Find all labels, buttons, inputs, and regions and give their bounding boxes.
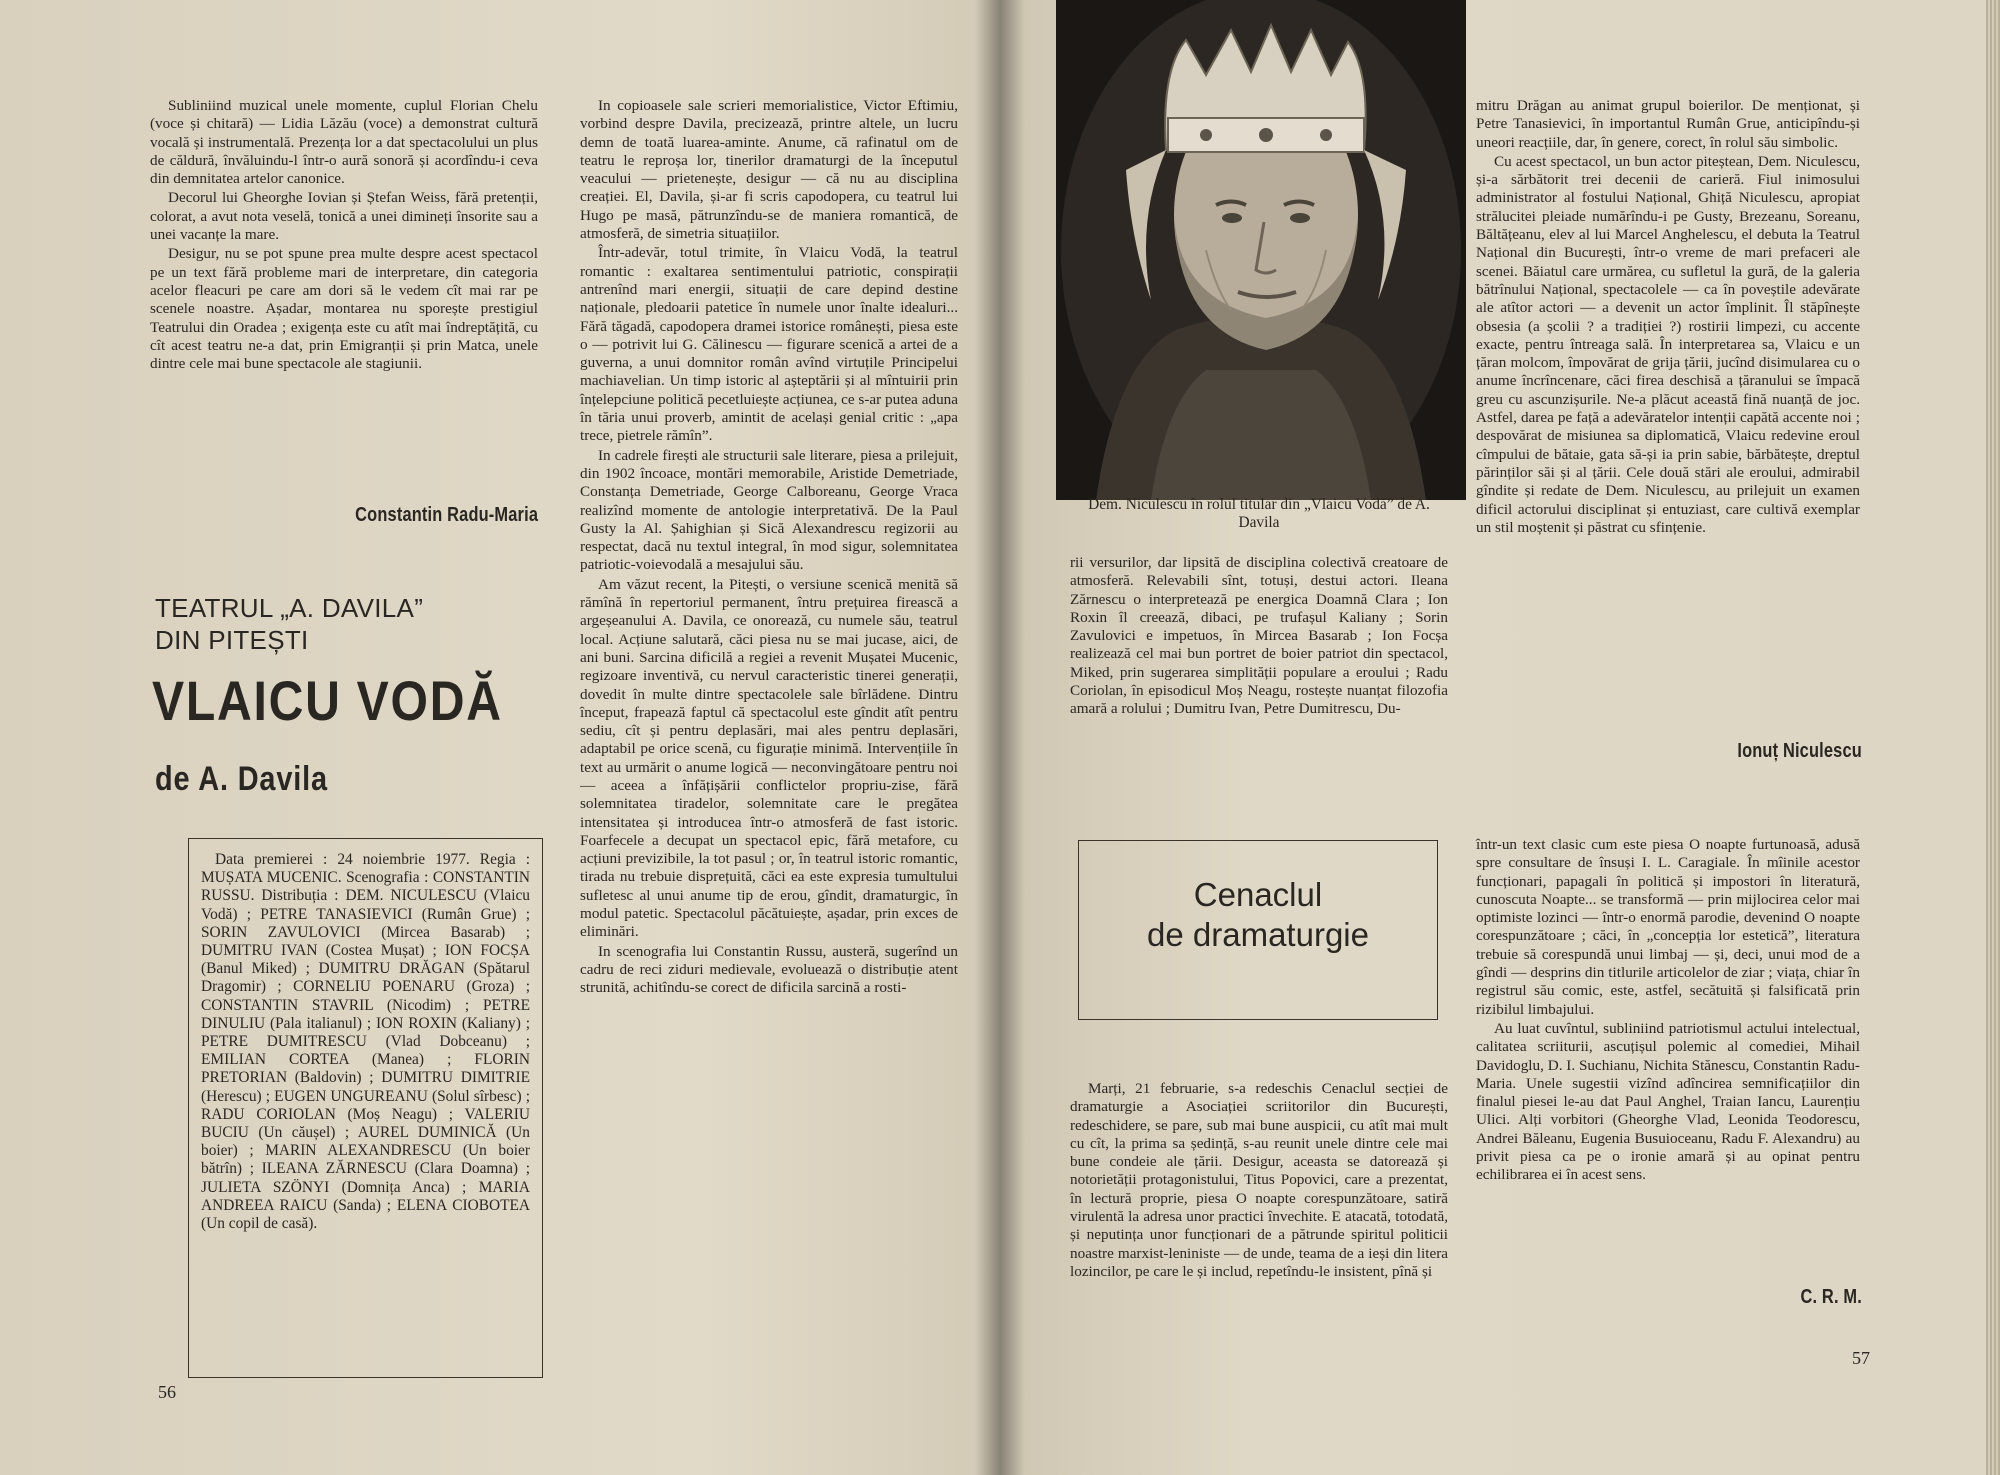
- right-page: [1000, 0, 2000, 1475]
- page-number: 56: [158, 1382, 176, 1402]
- article-column: [580, 97, 958, 999]
- credits-paragraph: Data premierei : 24 noiembrie 1977. Regia : MUȘATA MUCENIC. Scenografia : CONSTANTIN RUSSU. Distribuția : DEM. NICULESCU (Vlaicu Vodă) ; PETRE TANASIEVICI (Rumân Grue) ; SORIN ZAVULOVICI (Mircea Basarab) ; DUMITRU IVAN (Costea Mușat) ; ION FOCȘA (Banul Miked) ; DUMITRU DRĂGAN (Spătarul Dragomir) ; CORNELIU POENARU (Groza) ; CONSTANTIN STAVRIL (Nicodim) ; PETRE DINULIU (Pala italianul) ; ION ROXIN (Kaliany) ; PETRE DUMITRESCU (Vlad Dobceanu) ; EMILIAN CORTEA (Manea) ; FLORIN PRETORIAN (Baldovin) ; DUMITRU DIMITRIE (Herescu) ; EUGEN UNGUREANU (Solul sîrbesc) ; RADU CORIOLAN (Moș Neagu) ; VALERIU BUCIU (Un căușel) ; AUREL DUMINICĂ (Un boier) ; MARIN ALEXANDRESCU (Un boier bătrîn) ; ILEANA ZĂRNESCU (Clara Doamna) ; JULIETA SZÖNYI (Domnița Anca) ; MARIA ANDREEA RAICU (Sanda) ; ELENA CIOBOTEA (Un copil de casă).: [201, 851, 530, 1233]
- article-paragraph: In cadrele firești ale structurii sale literare, piesa a prilejuit, din 1902 încoace, montări memorabile, Aristide Demetriade, Constanța Demetriade, George Calboreanu, George Vraca realizînd momente de antologie interpretativă. De la Paul Gusty la Al. Șahighian și Sică Alexandrescu regizorii au respectat, dacă nu textul integral, în mod sigur, solemnitatea patriotic-voievodală a mesajului său.: [580, 446, 958, 574]
- cenaclu-column-1: [1070, 1080, 1448, 1282]
- review-signature: Constantin Radu-Maria: [355, 504, 538, 526]
- cenaclu-paragraph: Au luat cuvîntul, subliniind patriotismul actului intelectual, calitatea scriiturii, ascuțișul polemic al comediei, Mihail Davidoglu, D. I. Suchianu, Nichita Stănescu, Constantin Radu-Maria. Unele sugestii vizînd adîncirea semnificațiilor din finalul piesei le-au dat Paul Anghel, Traian Iancu, Laurențiu Ulici. Alți vorbitori (Gheorghe Vlad, Leonida Teodorescu, Andrei Băleanu, Eugenia Busuioceanu, Radu F. Alexandru) au privit piesa ca pe o ironie amară și au opinat pentru echilibrarea ei în acest sens.: [1476, 1019, 1860, 1184]
- review-continuation: [150, 97, 538, 374]
- page-edge: [1986, 0, 2000, 1475]
- article-paragraph: rii versurilor, dar lipsită de disciplina colectivă creatoare de atmosferă. Relevabili sînt, totuși, destui actori. Ileana Zărnescu o interpretează pe energica Doamnă Clara ; Ion Roxin îl creează, dibaci, pe trufașul Kaliany ; Sorin Zavulovici e impetuos, în Mircea Basarab ; Ion Focșa realizează cel mai bun portret de boier patriot din spectacol, Miked, prin sugerarea simplității populare a eroului ; Radu Coriolan, în episodicul Moș Neagu, rostește nuanțat filozofia amară a rolului ; Dumitru Ivan, Petre Dumitrescu, Du-: [1070, 554, 1448, 718]
- review-paragraph: Desigur, nu se pot spune prea multe despre acest spectacol pe un text fără probleme mari de interpretare, din categoria acelor fleacuri pe care am dori să le vedem cît mai rar pe scenele noastre. Așadar, montarea nu sporește prestigiul Teatrului din Oradea ; exigența este cu atît mai îndreptățită, cu cît acest teatru ne-a dat, prin Emigranții și prin Matca, unele dintre cele mai bune spectacole ale stagiunii.: [150, 245, 538, 373]
- review-paragraph: Decorul lui Gheorghe Iovian și Ștefan Weiss, fără pretenții, colorat, a avut nota veselă, tonică a unei dimineți însorite sau a unei vacanțe la mare.: [150, 189, 538, 244]
- photo-caption: Dem. Niculescu în rolul titular din „Vlaicu Vodă” de A. Davila: [1088, 496, 1430, 531]
- article-column-right: [1476, 97, 1860, 538]
- theatre-name: TEATRUL „A. DAVILA”: [155, 593, 424, 623]
- article-paragraph: Cu acest spectacol, un bun actor piteștean, Dem. Niculescu, și-a sărbătorit trei decenii de carieră. Fiul inimosului administrator al fostului Național, Ghiță Niculescu, apropiat strălucitei pleiade numărîndu-i pe Gusty, Brezeanu, Soreanu, Băltățeanu, elev al lui Marcel Anghelescu, el debuta la Teatrul Național din București, într-o vreme de mari prefaceri ale scenei. Băiatul care urmărea, cu sufletul la gură, de la galeria bătrînului Național, spectacolele — ca în poveștile adevărate ale atîtor actori — a devenit un actor împlinit. Îl stăpînește obsesia (a școlii ? a tradiției ?) rostirii limpezi, cu accente exacte, pentru întreaga sală. În interpretarea sa, Vlaicu e un țăran molcom, împovărat de grija țării, jucînd disimularea cu o anume încrîncenare, căci firea deschisă a țăranului se împacă greu cu ascunzișurile. Ne-a plăcut această fină nuanță de joc. Astfel, darea pe față a adevăratelor intenții capătă accente noi ; despovărat de misiunea sa diplomatică, Vlaicu redevine eroul cîmpului de bătaie, gata să-și ia prin sabie, bărbătește, dreptul părinților săi și al țării. Cele două stări ale eroului, admirabil gîndite și redate de Dem. Niculescu, au prilejuit un examen dificil actorului disciplinat și entuziast, care cultivă exemplar un stil moștenit și păstrat cu sfințenie.: [1476, 152, 1860, 536]
- cenaclu-title-line: Cenaclul: [1193, 876, 1323, 913]
- article-paragraph: Într-adevăr, totul trimite, în Vlaicu Vodă, la teatrul romantic : exaltarea sentimentului patriotic, conspirații antrenînd mari energii, situații de care depind destine naționale, pledoarii patetice în numele unor înalte idealuri... Fără tăgadă, capodopera dramei istorice românești, piesa este o — potrivit lui G. Călinescu — figurare scenică a artei de a guverna, a unui domnitor român avînd virtuțile Principelui machiavelian. Un timp istoric al așteptării și al mîntuirii prin înțelepciune politică pecetluiește acțiunea, ce s-ar putea aduna în tăria unui proverb, amintit de același genial critic : „apa trece, pietrele rămîn”.: [580, 244, 958, 445]
- article-paragraph: mitru Drăgan au animat grupul boierilor. De menționat, și Petre Tanasievici, în importantul Rumân Grue, anticipîndu-și uneori reacțiile, dar, în genere, corect, în rolul său simbolic.: [1476, 97, 1860, 151]
- play-title: VLAICU VODĂ: [152, 669, 503, 732]
- cenaclu-column-2: [1476, 836, 1860, 1186]
- article-paragraph: In scenografia lui Constantin Russu, austeră, sugerînd un cadru de reci ziduri medievale, evoluează o distribuție atent strunită, achitîndu-se corect de dificila sarcină a rosti-: [580, 942, 958, 997]
- article-paragraph: In copioasele sale scrieri memorialistice, Victor Eftimiu, vorbind despre Davila, precizează, printre altele, un lucru demn de toată luarea-aminte. Anume, că rafinatul om de teatru le reproșa lor, tinerilor dramaturgi de la începutul veacului — prietenește, desigur — că nu au disciplina creației. El, Davila, și-ar fi scris capodopera, cu teatrul lui Hugo pe masă, pătrunzîndu-se de maniera romantică, de atmosferă, de simetria situațiilor.: [580, 97, 958, 243]
- theatre-city: DIN PITEȘTI: [155, 625, 309, 655]
- actor-photo: [1056, 0, 1466, 500]
- article-signature: Ionuț Niculescu: [1737, 740, 1862, 762]
- play-author: de A. Davila: [155, 760, 328, 798]
- cenaclu-paragraph: Marți, 21 februarie, s-a redeschis Cenaclul secției de dramaturgie a Asociației scriitorilor din București, redeschidere, se pare, sub mai bune auspicii, cu atît mai mult cu cît, la prima sa ședință, s-au reunit unele dintre cele mai bune condeie ale țării. Desigur, aceasta se datorează și notorietății protagonistului, Titus Popovici, care a prezentat, în lectură proprie, piesa O noapte corespunzătoare, satiră virulentă la adresa unor practici învechite. E atacată, totodată, și neputința unor funcționari de a pătrunde spiritul politicii noastre marxist-leniniste — de unde, teama de a ieși din litera lozincilor, pe care le și includ, repetîndu-le insistent, pînă și: [1070, 1080, 1448, 1280]
- page-number: 57: [1852, 1348, 1870, 1368]
- credits-box: [188, 838, 543, 1378]
- cenaclu-title-box: [1078, 840, 1438, 1020]
- actor-portrait-image: [1056, 0, 1466, 500]
- cenaclu-paragraph: într-un text clasic cum este piesa O noapte furtunoasă, adusă spre consultare de însuși I. L. Caragiale. În mîinile acestor funcționari, papagali în politică și impostori în literatură, cunoscuta Noapte... se transformă — prin mijlocirea celor mai optimiste lozinci — într-o enormă parodie, devenind O noapte corespunzătoare ; căci, în „concepția lor estetică”, literatura trebuie să corespundă unui limbaj — și, deci, unui mod de a gîndi — desprins din titlurile articolelor de ziar ; viața, chiar în registrul său comic, este, astfel, secătuită și falsificată prin rizibilul limbajului.: [1476, 836, 1860, 1018]
- theatre-heading: [155, 592, 423, 656]
- gutter-shadow: [975, 0, 1025, 1475]
- article-column-continued: [1070, 554, 1448, 720]
- cenaclu-title-line: de dramaturgie: [1147, 916, 1369, 953]
- review-paragraph: Subliniind muzical unele momente, cuplul Florian Chelu (voce și chitară) — Lidia Lăzău (voce) a demonstrat cultură vocală și instrumentală. Prezența lor a dat spectacolului un plus de căldură, învăluindu-l într-o aură sonoră și acordîndu-i ceva din demnitatea artelor canonice.: [150, 97, 538, 188]
- cenaclu-signature: C. R. M.: [1800, 1286, 1862, 1308]
- credits-text: [201, 851, 530, 1233]
- article-paragraph: Am văzut recent, la Pitești, o versiune scenică menită să rămînă în repertoriul permanent, întru prețuirea firească a argeșeanului A. Davila, ce onorează, cu numele său, teatrul local. Acțiune salutară, căci piesa nu se mai jucase, aici, de ani buni. Sarcina dificilă a regiei a revenit Mușatei Mucenic, regizoare inventivă, cu nervul caracteristic tinerei generații, dovedit în multe dintre spectacolele sale bîrlădene. Dintru început, frapează faptul că spectacolul este gîndit atît pentru sediu, cît și pentru deplasări, mai ales pentru deplasări, adaptabil pe orice scenă, cu figurație minimă. Intervențiile în text au urmărit o anume logică — neconvingătoare pentru noi — aceea a înfățișării conflictelor propriu-zise, fără solemnitatea tiradelor, solemnitate care le pregătea intensitatea și introducea într-o atmosferă de fast istoric. Foarfecele a decupat un spectacol epic, fără metafore, cu acțiuni previzibile, la tot pasul ; or, în teatrul istoric romantic, tirada nu trebuie disprețuită, căci ea este expresia tumultului sufletesc al unui anume tip de erou, gîndit, dramaturgic, în modul patetic. Spectacolul păcătuiește, așadar, prin exces de eliminări.: [580, 575, 958, 941]
- cenaclu-title: [1079, 875, 1437, 955]
